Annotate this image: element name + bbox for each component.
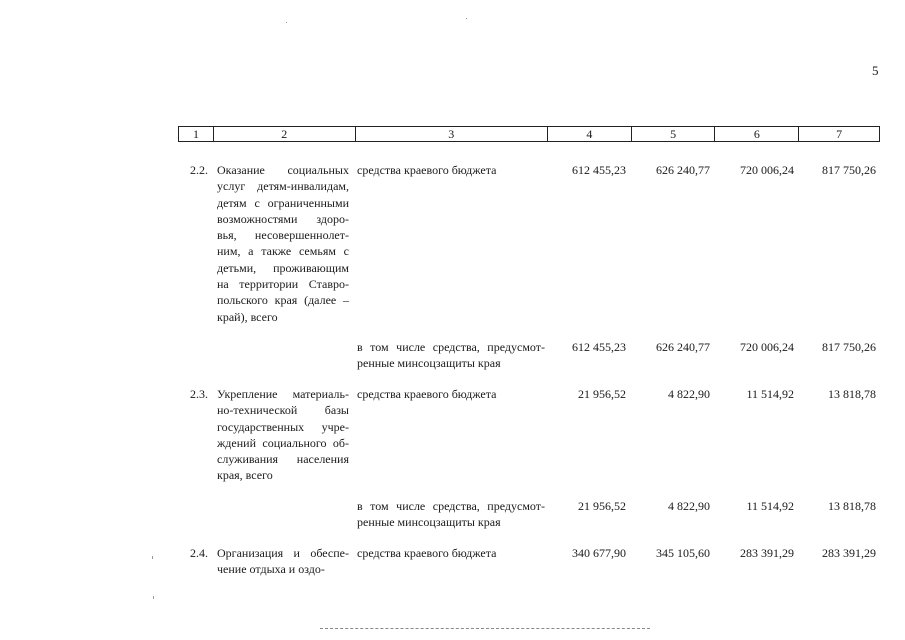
column-header-2: 2 [214,127,356,141]
row-value-4: 21 956,52 [578,499,626,513]
row-source: в том числе средства, предусмот-ренные минсоцзащиты края [357,499,545,530]
column-header-5: 5 [632,127,716,141]
scan-bottom-edge [320,628,650,629]
row-value-5: 4 822,90 [668,499,710,513]
column-header-4: 4 [548,127,632,141]
row-source: средства краевого бюджета [357,163,497,177]
scan-speck [466,18,467,19]
row-name: Оказание социальных услуг детям-инвалидам, детям с ограниченными возможностями здоро-вья, несовершеннолет-ним, а также семьям с детьми, проживающим на территории Ставро-польского края (далее – край), всего [217,163,349,324]
row-value-5: 345 105,60 [656,546,710,560]
row-value-6: 11 514,92 [746,387,794,401]
row-name: Укрепление материаль-но-технической базы государственных учре-ждений социального об-служивания населения края, всего [217,387,349,483]
row-value-4: 612 455,23 [572,163,626,177]
row-source: средства краевого бюджета [357,546,497,560]
row-value-5: 626 240,77 [656,163,710,177]
row-value-4: 340 677,90 [572,546,626,560]
row-number: 2.3. [190,387,208,401]
row-value-6: 720 006,24 [740,163,794,177]
row-number: 2.2. [190,163,208,177]
table-header-row [178,126,880,142]
row-value-4: 612 455,23 [572,340,626,354]
page-number: 5 [872,63,879,78]
scan-speck [286,22,287,23]
column-header-7: 7 [836,127,843,141]
row-value-5: 626 240,77 [656,340,710,354]
row-value-7: 13 818,78 [828,387,876,401]
row-value-7: 817 750,26 [822,340,876,354]
row-value-5: 4 822,90 [668,387,710,401]
row-source: в том числе средства, предусмот-ренные минсоцзащиты края [357,340,545,371]
row-value-7: 283 391,29 [822,546,876,560]
row-value-4: 21 956,52 [578,387,626,401]
scan-speck [153,596,154,599]
row-value-6: 11 514,92 [746,499,794,513]
row-source: средства краевого бюджета [357,387,497,401]
row-value-7: 817 750,26 [822,163,876,177]
row-name: Организация и обеспе-чение отдыха и оздо- [217,546,349,577]
scan-speck [152,556,153,559]
row-value-6: 720 006,24 [740,340,794,354]
column-header-3: 3 [356,127,548,141]
column-header-1: 1 [179,127,214,141]
row-number: 2.4. [190,546,208,560]
row-value-7: 13 818,78 [828,499,876,513]
column-header-6: 6 [715,127,799,141]
row-value-6: 283 391,29 [740,546,794,560]
